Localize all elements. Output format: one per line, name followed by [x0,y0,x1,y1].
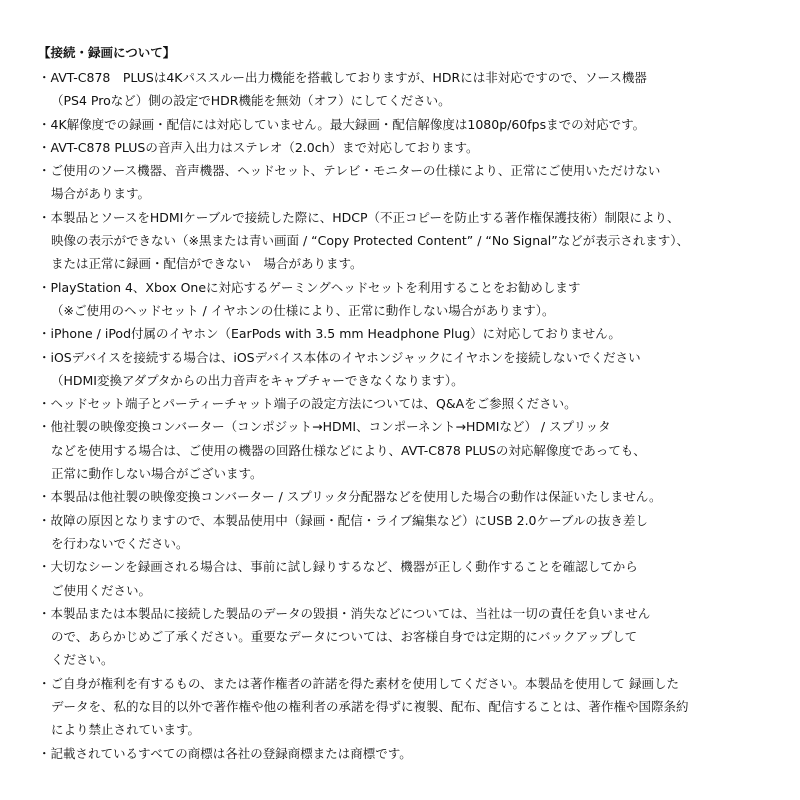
section-heading: 【接続・録画について】 [38,45,176,60]
bullet-line: ・AVT-C878 PLUSは4Kパススルー出力機能を搭載しておりますが、HDRには非対応ですので、ソース機器 [38,70,647,85]
continuation-line: データを、私的な目的以外で著作権や他の権利者の承諾を得ずに複製、配布、配信することは、著作権や国際条約 [51,699,689,715]
continuation-line: または正常に録画・配信ができない 場合があります。 [51,256,363,272]
continuation-line: ください。 [51,652,114,668]
continuation-line: により禁止されています。 [51,722,201,738]
notice-document [38,42,762,765]
bullet-line: ・4K解像度での録画・配信には対応していません。最大録画・配信解像度は1080p/60fpsまでの対応です。 [38,116,646,132]
bullet-line: ・本製品とソースをHDMIケーブルで接続した際に、HDCP（不正コピーを防止する著作権保護技術）制限により、 [38,209,680,225]
bullet-line: ・ご使用のソース機器、音声機器、ヘッドセット、テレビ・モニターの仕様により、正常にご使用いただけない [38,163,661,179]
bullet-line: ・大切なシーンを録画される場合は、事前に試し録りするなど、機器が正しく動作することを確認してから [38,559,638,575]
continuation-line: （※ご使用のヘッドセット / イヤホンの仕様により、正常に動作しない場合があります）。 [51,302,555,318]
bullet-line: ・故障の原因となりますので、本製品使用中（録画・配信・ライブ編集など）にUSB 2.0ケーブルの抜き差し [38,512,648,528]
bullet-line: ・PlayStation 4、Xbox Oneに対応するゲーミングヘッドセットを利用することをお勧めします [38,279,581,295]
bullet-line: ・他社製の映像変換コンバーター（コンポジット→HDMI、コンポーネント→HDMIなど） / スプリッタ [38,419,611,435]
continuation-line: （HDMI変換アダプタからの出力音声をキャプチャーできなくなります）。 [51,372,464,388]
bullet-line: ・ヘッドセット端子とパーティーチャット端子の設定方法については、Q&Aをご参照ください。 [38,396,577,412]
continuation-line: 映像の表示ができない（※黒または青い画面 / “Copy Protected Content” / “No Signal”などが表示されます）、 [51,233,690,249]
bullet-line: ・AVT-C878 PLUSの音声入出力はステレオ（2.0ch）まで対応しております。 [38,139,479,155]
bullet-line: ・ご自身が権利を有するもの、または著作権者の許諾を得た素材を使用してください。本製品を使用して 録画した [38,675,679,691]
continuation-line: などを使用する場合は、ご使用の機器の回路仕様などにより、AVT-C878 PLUSの対応解像度であっても、 [51,442,646,458]
bullet-line: ・iOSデバイスを接続する場合は、iOSデバイス本体のイヤホンジャックにイヤホンを接続しないでください [38,349,641,365]
continuation-line: （PS4 Proなど）側の設定でHDR機能を無効（オフ）にしてください。 [51,93,451,109]
bullet-line: ・本製品または本製品に接続した製品のデータの毀損・消失などについては、当社は一切の責任を負いません [38,605,651,621]
bullet-line: ・本製品は他社製の映像変換コンバーター / スプリッタ分配器などを使用した場合の動作は保証いたしません。 [38,489,662,505]
continuation-line: ご使用ください。 [51,582,152,598]
bullet-line: ・iPhone / iPod付属のイヤホン（EarPods with 3.5 mm Headphone Plug）に対応しておりません。 [38,326,621,342]
continuation-line: ので、あらかじめご了承ください。重要なデータについては、お客様自身では定期的にバックアップして [51,629,638,645]
continuation-line: 正常に動作しない場合がございます。 [51,466,263,482]
notice-lines [38,66,762,765]
continuation-line: を行わないでください。 [51,535,189,551]
continuation-line: 場合があります。 [51,186,151,202]
bullet-line: ・記載されているすべての商標は各社の登録商標または商標です。 [38,745,412,761]
